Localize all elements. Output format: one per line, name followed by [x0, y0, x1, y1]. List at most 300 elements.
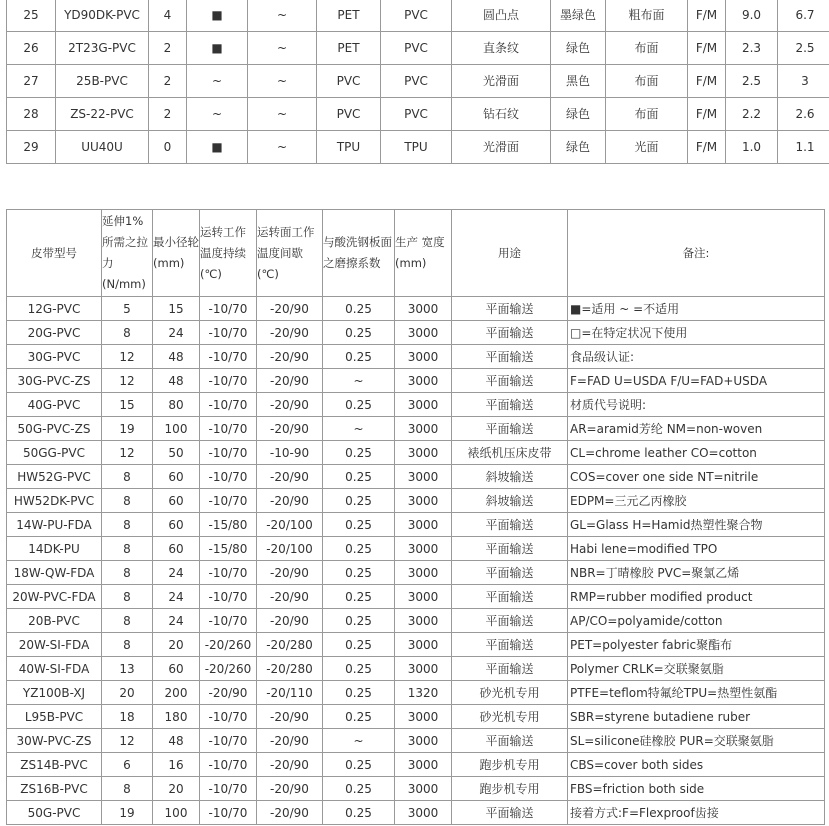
note-cell: SL=silicone硅橡胶 PUR=交联聚氨脂: [568, 729, 825, 753]
table-cell: HW52DK-PVC: [7, 489, 102, 513]
table-cell: ~: [248, 32, 317, 65]
table-row: [7, 417, 825, 441]
table-cell: PVC: [381, 32, 452, 65]
table-cell: L95B-PVC: [7, 705, 102, 729]
table-cell: -20/90: [257, 321, 323, 345]
table-cell: 0.25: [323, 465, 395, 489]
table-cell: -10-90: [257, 441, 323, 465]
table-cell: -20/90: [257, 585, 323, 609]
note-cell: CBS=cover both sides: [568, 753, 825, 777]
table-cell: 粗布面: [606, 0, 688, 32]
table-cell: -20/90: [257, 801, 323, 825]
table-cell: -20/90: [257, 609, 323, 633]
top-table-body: [7, 0, 829, 164]
table-cell: 斜坡输送: [452, 465, 568, 489]
table-cell: 20: [102, 681, 153, 705]
note-cell: PTFE=teflom特氟纶TPU=热塑性氨酯: [568, 681, 825, 705]
table-cell: 14W-PU-FDA: [7, 513, 102, 537]
note-cell: AP/CO=polyamide/cotton: [568, 609, 825, 633]
table-cell: 平面输送: [452, 369, 568, 393]
table-cell: 平面输送: [452, 417, 568, 441]
table-row: [7, 441, 825, 465]
table-cell: 布面: [606, 65, 688, 98]
table-cell: 0.25: [323, 801, 395, 825]
table-cell: 砂光机专用: [452, 705, 568, 729]
table-cell: 5: [102, 297, 153, 321]
table-cell: TPU: [381, 131, 452, 164]
table-cell: 40W-SI-FDA: [7, 657, 102, 681]
table-cell: -20/90: [200, 681, 257, 705]
table-cell: F/M: [688, 98, 726, 131]
table-cell: -20/90: [257, 345, 323, 369]
table-cell: 6: [102, 753, 153, 777]
table-cell: 布面: [606, 98, 688, 131]
table-row: [7, 801, 825, 825]
table-cell: -10/70: [200, 369, 257, 393]
table-cell: 斜坡输送: [452, 489, 568, 513]
table-cell: ~: [187, 65, 248, 98]
note-cell: SBR=styrene butadiene ruber: [568, 705, 825, 729]
table-cell: 跑步机专用: [452, 753, 568, 777]
table-cell: PET: [317, 32, 381, 65]
table-cell: 24: [153, 561, 200, 585]
table-cell: 墨绿色: [551, 0, 606, 32]
table-cell: 24: [153, 321, 200, 345]
note-cell: FBS=friction both side: [568, 777, 825, 801]
table-cell: 200: [153, 681, 200, 705]
table-cell: -10/70: [200, 297, 257, 321]
table-cell: 3000: [395, 513, 452, 537]
table-cell: 3000: [395, 465, 452, 489]
table-cell: 3000: [395, 753, 452, 777]
header-production-width: 生产 宽度(mm): [395, 210, 452, 297]
table-cell: 3000: [395, 321, 452, 345]
table-cell: -10/70: [200, 345, 257, 369]
table-cell: 2: [149, 98, 187, 131]
table-cell: -10/70: [200, 441, 257, 465]
table-cell: 12: [102, 729, 153, 753]
table-cell: 0.25: [323, 633, 395, 657]
table-cell: 绿色: [551, 131, 606, 164]
table-cell: ~: [248, 98, 317, 131]
table-cell: -10/70: [200, 777, 257, 801]
table-cell: ~: [323, 417, 395, 441]
table-cell: 2.6: [778, 98, 829, 131]
table-cell: 80: [153, 393, 200, 417]
table-cell: 28: [7, 98, 56, 131]
table-cell: 18W-QW-FDA: [7, 561, 102, 585]
table-cell: 4: [149, 0, 187, 32]
table-row: [7, 561, 825, 585]
table-row: [7, 345, 825, 369]
table-cell: TPU: [317, 131, 381, 164]
table-cell: 1.1: [778, 131, 829, 164]
table-cell: ■: [187, 0, 248, 32]
table-cell: ~: [248, 131, 317, 164]
table-cell: 0.25: [323, 681, 395, 705]
table-cell: 3000: [395, 561, 452, 585]
table-cell: 6.7: [778, 0, 829, 32]
table-cell: 8: [102, 777, 153, 801]
header-continuous-temp: 运转工作温度持续(℃): [200, 210, 257, 297]
table-cell: PVC: [381, 98, 452, 131]
table-row: [7, 393, 825, 417]
table-cell: F/M: [688, 131, 726, 164]
table-cell: ZS14B-PVC: [7, 753, 102, 777]
table-row: [7, 705, 825, 729]
table-row: [7, 0, 829, 32]
table-cell: 8: [102, 465, 153, 489]
table-cell: 1.0: [726, 131, 778, 164]
table-cell: 0.25: [323, 513, 395, 537]
table-cell: 20: [153, 777, 200, 801]
table-cell: 16: [153, 753, 200, 777]
table-cell: 裱纸机压床皮带: [452, 441, 568, 465]
table-row: [7, 777, 825, 801]
table-cell: 12: [102, 345, 153, 369]
table-cell: 平面输送: [452, 609, 568, 633]
table-cell: 0.25: [323, 657, 395, 681]
table-cell: 26: [7, 32, 56, 65]
table-cell: 60: [153, 657, 200, 681]
table-cell: YZ100B-XJ: [7, 681, 102, 705]
table-row: [7, 98, 829, 131]
table-cell: -20/90: [257, 417, 323, 441]
table-cell: 25B-PVC: [56, 65, 149, 98]
table-cell: -10/70: [200, 801, 257, 825]
table-row: [7, 489, 825, 513]
table-cell: 平面输送: [452, 801, 568, 825]
table-row: [7, 131, 829, 164]
table-cell: -20/90: [257, 465, 323, 489]
table-cell: 平面输送: [452, 729, 568, 753]
table-cell: 0.25: [323, 489, 395, 513]
table-cell: 平面输送: [452, 657, 568, 681]
table-cell: -10/70: [200, 585, 257, 609]
table-cell: 绿色: [551, 32, 606, 65]
table-cell: 0: [149, 131, 187, 164]
note-cell: Polymer CRLK=交联聚氨脂: [568, 657, 825, 681]
table-cell: 8: [102, 585, 153, 609]
table-cell: ~: [248, 65, 317, 98]
table-cell: -20/100: [257, 513, 323, 537]
table-cell: -20/90: [257, 393, 323, 417]
note-cell: □=在特定状况下使用: [568, 321, 825, 345]
table-cell: 2: [149, 32, 187, 65]
table-cell: 钻石纹: [452, 98, 551, 131]
table-cell: 布面: [606, 32, 688, 65]
table-cell: 3000: [395, 537, 452, 561]
table-cell: 30W-PVC-ZS: [7, 729, 102, 753]
table-cell: 19: [102, 417, 153, 441]
table-cell: 100: [153, 801, 200, 825]
table-cell: 50G-PVC: [7, 801, 102, 825]
table-cell: 平面输送: [452, 561, 568, 585]
table-row: [7, 585, 825, 609]
table-cell: PVC: [317, 98, 381, 131]
table-row: [7, 657, 825, 681]
table-cell: -15/80: [200, 537, 257, 561]
table-cell: 0.25: [323, 321, 395, 345]
table-cell: 光面: [606, 131, 688, 164]
table-cell: -10/70: [200, 393, 257, 417]
table-cell: 0.25: [323, 753, 395, 777]
note-cell: F=FAD U=USDA F/U=FAD+USDA: [568, 369, 825, 393]
table-cell: -15/80: [200, 513, 257, 537]
table-cell: 黑色: [551, 65, 606, 98]
table-cell: 2: [149, 65, 187, 98]
table-cell: 40G-PVC: [7, 393, 102, 417]
note-cell: 食品级认证:: [568, 345, 825, 369]
table-cell: 12G-PVC: [7, 297, 102, 321]
table-cell: 平面输送: [452, 393, 568, 417]
table-cell: 8: [102, 321, 153, 345]
table-cell: -20/110: [257, 681, 323, 705]
table-cell: 1320: [395, 681, 452, 705]
note-cell: RMP=rubber modified product: [568, 585, 825, 609]
table-cell: 2.5: [726, 65, 778, 98]
table-cell: 20: [153, 633, 200, 657]
table-cell: 0.25: [323, 441, 395, 465]
table-cell: -20/90: [257, 369, 323, 393]
header-application: 用途: [452, 210, 568, 297]
table-cell: 2T23G-PVC: [56, 32, 149, 65]
table-row: [7, 609, 825, 633]
table-cell: ~: [323, 729, 395, 753]
table-cell: -20/100: [257, 537, 323, 561]
table-cell: 15: [102, 393, 153, 417]
header-notes: 备注:: [568, 210, 825, 297]
table-cell: 20B-PVC: [7, 609, 102, 633]
header-belt-model: 皮带型号: [7, 210, 102, 297]
table-cell: ■: [187, 32, 248, 65]
table-cell: 0.25: [323, 345, 395, 369]
table-cell: 30G-PVC-ZS: [7, 369, 102, 393]
table-row: [7, 537, 825, 561]
note-cell: PET=polyester fabric聚酯布: [568, 633, 825, 657]
table-cell: F/M: [688, 65, 726, 98]
table-cell: PET: [317, 0, 381, 32]
table-cell: 3000: [395, 489, 452, 513]
table-row: [7, 369, 825, 393]
note-cell: 接着方式:F=Flexproof齿接: [568, 801, 825, 825]
table-cell: 3000: [395, 705, 452, 729]
table-cell: PVC: [317, 65, 381, 98]
table-cell: 0.25: [323, 393, 395, 417]
table-cell: YD90DK-PVC: [56, 0, 149, 32]
table-cell: 60: [153, 489, 200, 513]
table-cell: 100: [153, 417, 200, 441]
table-cell: 圆凸点: [452, 0, 551, 32]
table-cell: 0.25: [323, 561, 395, 585]
table-cell: 砂光机专用: [452, 681, 568, 705]
table-cell: 平面输送: [452, 297, 568, 321]
table-row: [7, 729, 825, 753]
table-cell: 3000: [395, 345, 452, 369]
table-header-row: [7, 210, 825, 297]
table-cell: 平面输送: [452, 585, 568, 609]
table-cell: 0.25: [323, 609, 395, 633]
table-cell: 3000: [395, 801, 452, 825]
table-cell: 0.25: [323, 297, 395, 321]
table-cell: -20/90: [257, 729, 323, 753]
table-cell: 48: [153, 345, 200, 369]
table-cell: -10/70: [200, 465, 257, 489]
table-cell: 25: [7, 0, 56, 32]
table-cell: 50: [153, 441, 200, 465]
table-cell: 20G-PVC: [7, 321, 102, 345]
table-cell: -10/70: [200, 417, 257, 441]
table-cell: -10/70: [200, 729, 257, 753]
table-cell: -20/280: [257, 633, 323, 657]
table-cell: 3000: [395, 585, 452, 609]
table-cell: 跑步机专用: [452, 777, 568, 801]
header-intermittent-temp: 运转面工作温度间歇(℃): [257, 210, 323, 297]
table-cell: -10/70: [200, 321, 257, 345]
table-cell: 0.25: [323, 777, 395, 801]
table-cell: 平面输送: [452, 345, 568, 369]
table-cell: -10/70: [200, 609, 257, 633]
table-row: [7, 633, 825, 657]
header-tensile-force: 延伸1%所需之拉力(N/mm): [102, 210, 153, 297]
table-cell: 3: [778, 65, 829, 98]
note-cell: ■=适用 ~ =不适用: [568, 297, 825, 321]
table-cell: 0.25: [323, 585, 395, 609]
table-cell: -10/70: [200, 753, 257, 777]
table-cell: 8: [102, 513, 153, 537]
table-cell: 50G-PVC-ZS: [7, 417, 102, 441]
table-cell: 27: [7, 65, 56, 98]
table-cell: 18: [102, 705, 153, 729]
table-cell: -20/280: [257, 657, 323, 681]
table-cell: 48: [153, 729, 200, 753]
table-cell: -20/90: [257, 297, 323, 321]
table-cell: ~: [187, 98, 248, 131]
table-cell: 3000: [395, 417, 452, 441]
note-cell: 材质代号说明:: [568, 393, 825, 417]
table-cell: 60: [153, 537, 200, 561]
table-cell: ~: [323, 369, 395, 393]
table-row: [7, 297, 825, 321]
table-cell: 平面输送: [452, 633, 568, 657]
table-cell: PVC: [381, 0, 452, 32]
table-cell: 24: [153, 609, 200, 633]
table-cell: 3000: [395, 297, 452, 321]
table-cell: -20/90: [257, 753, 323, 777]
table-cell: 绿色: [551, 98, 606, 131]
table-row: [7, 753, 825, 777]
table-cell: PVC: [381, 65, 452, 98]
table-cell: 平面输送: [452, 537, 568, 561]
table-cell: 13: [102, 657, 153, 681]
table-cell: 8: [102, 633, 153, 657]
table-cell: 3000: [395, 777, 452, 801]
table-cell: 2.2: [726, 98, 778, 131]
table-cell: 3000: [395, 729, 452, 753]
table-cell: 3000: [395, 609, 452, 633]
table-cell: 30G-PVC: [7, 345, 102, 369]
table-cell: 48: [153, 369, 200, 393]
table-cell: 19: [102, 801, 153, 825]
table-cell: ZS-22-PVC: [56, 98, 149, 131]
note-cell: GL=Glass H=Hamid热塑性聚合物: [568, 513, 825, 537]
table-cell: -20/90: [257, 705, 323, 729]
table-cell: 15: [153, 297, 200, 321]
table-cell: ~: [248, 0, 317, 32]
table-cell: ■: [187, 131, 248, 164]
table-cell: -20/260: [200, 657, 257, 681]
note-cell: AR=aramid芳纶 NM=non-woven: [568, 417, 825, 441]
table-cell: -20/90: [257, 489, 323, 513]
table-cell: F/M: [688, 0, 726, 32]
table-cell: UU40U: [56, 131, 149, 164]
table-cell: 24: [153, 585, 200, 609]
table-cell: 光滑面: [452, 131, 551, 164]
table-cell: 2.3: [726, 32, 778, 65]
table-cell: 8: [102, 537, 153, 561]
table-cell: 3000: [395, 441, 452, 465]
table-cell: 29: [7, 131, 56, 164]
note-cell: EDPM=三元乙丙橡胶: [568, 489, 825, 513]
table-cell: 直条纹: [452, 32, 551, 65]
note-cell: COS=cover one side NT=nitrile: [568, 465, 825, 489]
table-cell: HW52G-PVC: [7, 465, 102, 489]
table-cell: 12: [102, 441, 153, 465]
main-table-body: [7, 297, 825, 825]
table-cell: 光滑面: [452, 65, 551, 98]
table-row: [7, 321, 825, 345]
table-cell: 8: [102, 489, 153, 513]
table-cell: F/M: [688, 32, 726, 65]
table-row: [7, 513, 825, 537]
table-cell: 3000: [395, 633, 452, 657]
table-cell: 50GG-PVC: [7, 441, 102, 465]
note-cell: CL=chrome leather CO=cotton: [568, 441, 825, 465]
table-cell: 平面输送: [452, 513, 568, 537]
table-cell: 3000: [395, 369, 452, 393]
table-cell: -20/260: [200, 633, 257, 657]
table-cell: -20/90: [257, 777, 323, 801]
table-row: [7, 32, 829, 65]
table-cell: 0.25: [323, 705, 395, 729]
header-min-pulley-diameter: 最小径轮(mm): [153, 210, 200, 297]
table-cell: 60: [153, 465, 200, 489]
table-cell: 20W-PVC-FDA: [7, 585, 102, 609]
table-cell: -20/90: [257, 561, 323, 585]
table-cell: -10/70: [200, 489, 257, 513]
table-cell: 180: [153, 705, 200, 729]
table-cell: -10/70: [200, 705, 257, 729]
table-cell: 2.5: [778, 32, 829, 65]
table-cell: 12: [102, 369, 153, 393]
table-cell: ZS16B-PVC: [7, 777, 102, 801]
note-cell: NBR=丁晴橡胶 PVC=聚氯乙烯: [568, 561, 825, 585]
table-cell: 14DK-PU: [7, 537, 102, 561]
table-cell: 3000: [395, 393, 452, 417]
table-cell: 0.25: [323, 537, 395, 561]
table-cell: 3000: [395, 657, 452, 681]
table-row: [7, 65, 829, 98]
table-cell: 平面输送: [452, 321, 568, 345]
table-cell: 8: [102, 609, 153, 633]
belt-properties-table: [6, 209, 825, 825]
table-row: [7, 681, 825, 705]
table-row: [7, 465, 825, 489]
belt-spec-table-continued: [6, 0, 829, 164]
table-cell: 60: [153, 513, 200, 537]
header-friction-coefficient: 与酸洗钢板面之磨擦系数: [323, 210, 395, 297]
note-cell: Habi lene=modified TPO: [568, 537, 825, 561]
